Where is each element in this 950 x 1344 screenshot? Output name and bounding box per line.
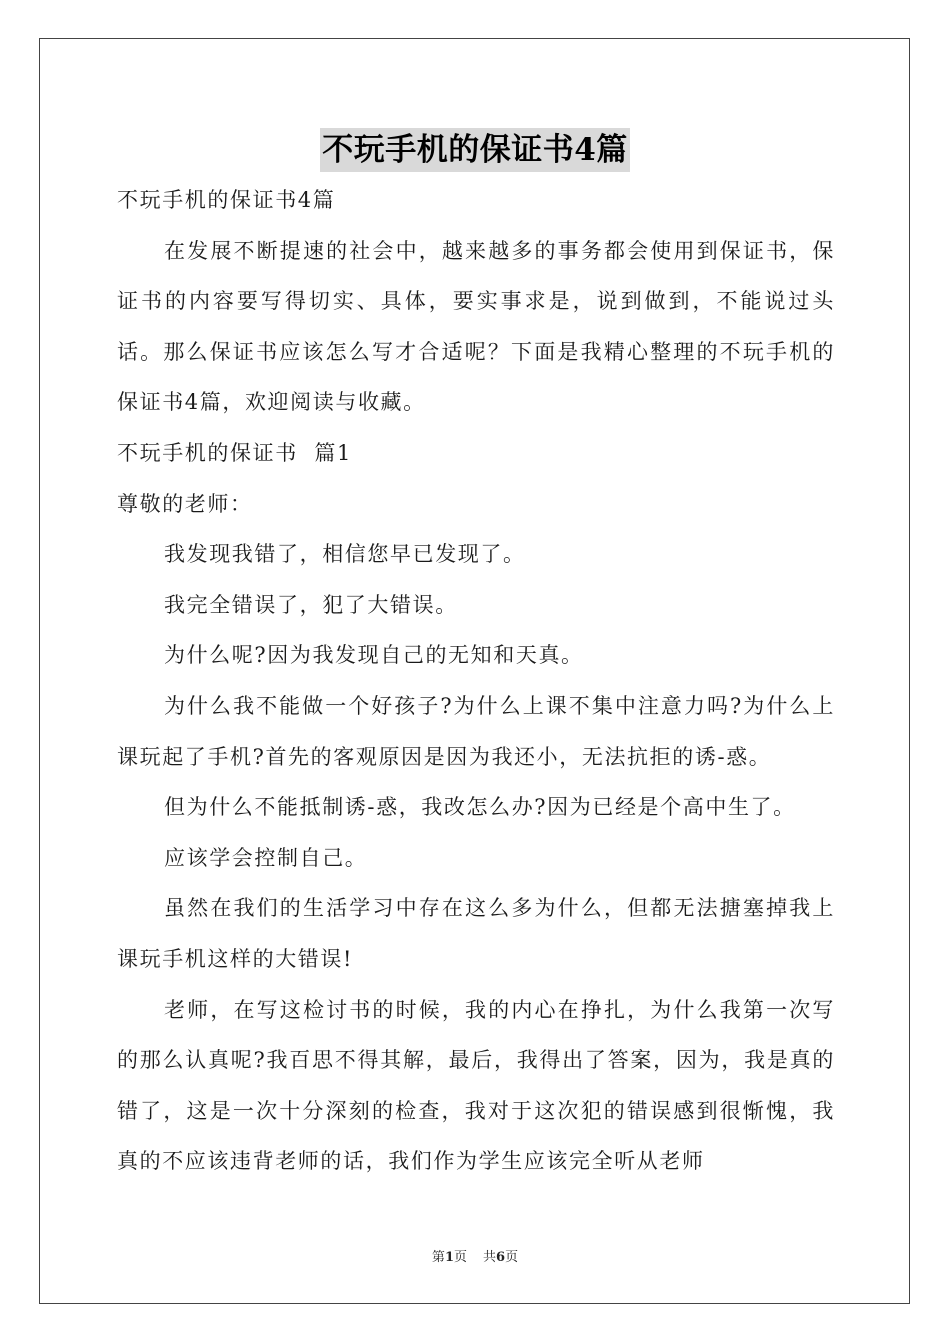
total-unit: 页	[505, 1250, 519, 1265]
page-current: 1	[444, 1250, 454, 1265]
document-title: 不玩手机的保证书4篇	[320, 128, 630, 172]
salutation: 尊敬的老师：	[117, 491, 253, 516]
paragraph: 为什么我不能做一个好孩子?为什么上课不集中注意力吗?为什么上课玩起了手机?首先的客观原因是因为我还小，无法抗拒的诱-惑。	[117, 693, 835, 769]
paragraph: 我发现我错了，相信您早已发现了。	[164, 542, 526, 567]
paragraph: 我完全错误了，犯了大错误。	[164, 592, 458, 617]
paragraph: 为什么呢?因为我发现自己的无知和天真。	[164, 643, 584, 668]
total-prefix: 共	[483, 1250, 497, 1265]
paragraph: 但为什么不能抵制诱-惑，我改怎么办?因为已经是个高中生了。	[164, 795, 796, 820]
paragraph: 老师，在写这检讨书的时候，我的内心在挣扎，为什么我第一次写的那么认真呢?我百思不得其解，最后，我得出了答案，因为，我是真的错了，这是一次十分深刻的检查，我对于这次犯的错误感到很惭愧，我真的不应该违背老师的话，我们作为学生应该完全听从老师	[117, 997, 835, 1174]
page-total: 6	[496, 1250, 506, 1265]
paragraph: 不玩手机的保证书4篇	[117, 188, 336, 212]
document-body	[117, 175, 835, 1187]
document-title-wrap	[0, 128, 950, 177]
paragraph: 虽然在我们的生活学习中存在这么多为什么，但都无法搪塞掉我上课玩手机这样的大错误!	[117, 896, 835, 971]
paragraph: 在发展不断提速的社会中，越来越多的事务都会使用到保证书，保证书的内容要写得切实、具体，要实事求是，说到做到，不能说过头话。那么保证书应该怎么写才合适呢？下面是我精心整理的不玩手机的保证书4篇，欢迎阅读与收藏。	[117, 238, 835, 415]
paragraph: 应该学会控制自己。	[164, 845, 368, 870]
page-prefix: 第	[431, 1250, 445, 1265]
section-heading: 不玩手机的保证书 篇1	[117, 440, 352, 465]
page-unit: 页	[453, 1250, 467, 1265]
page-footer	[0, 1246, 950, 1265]
